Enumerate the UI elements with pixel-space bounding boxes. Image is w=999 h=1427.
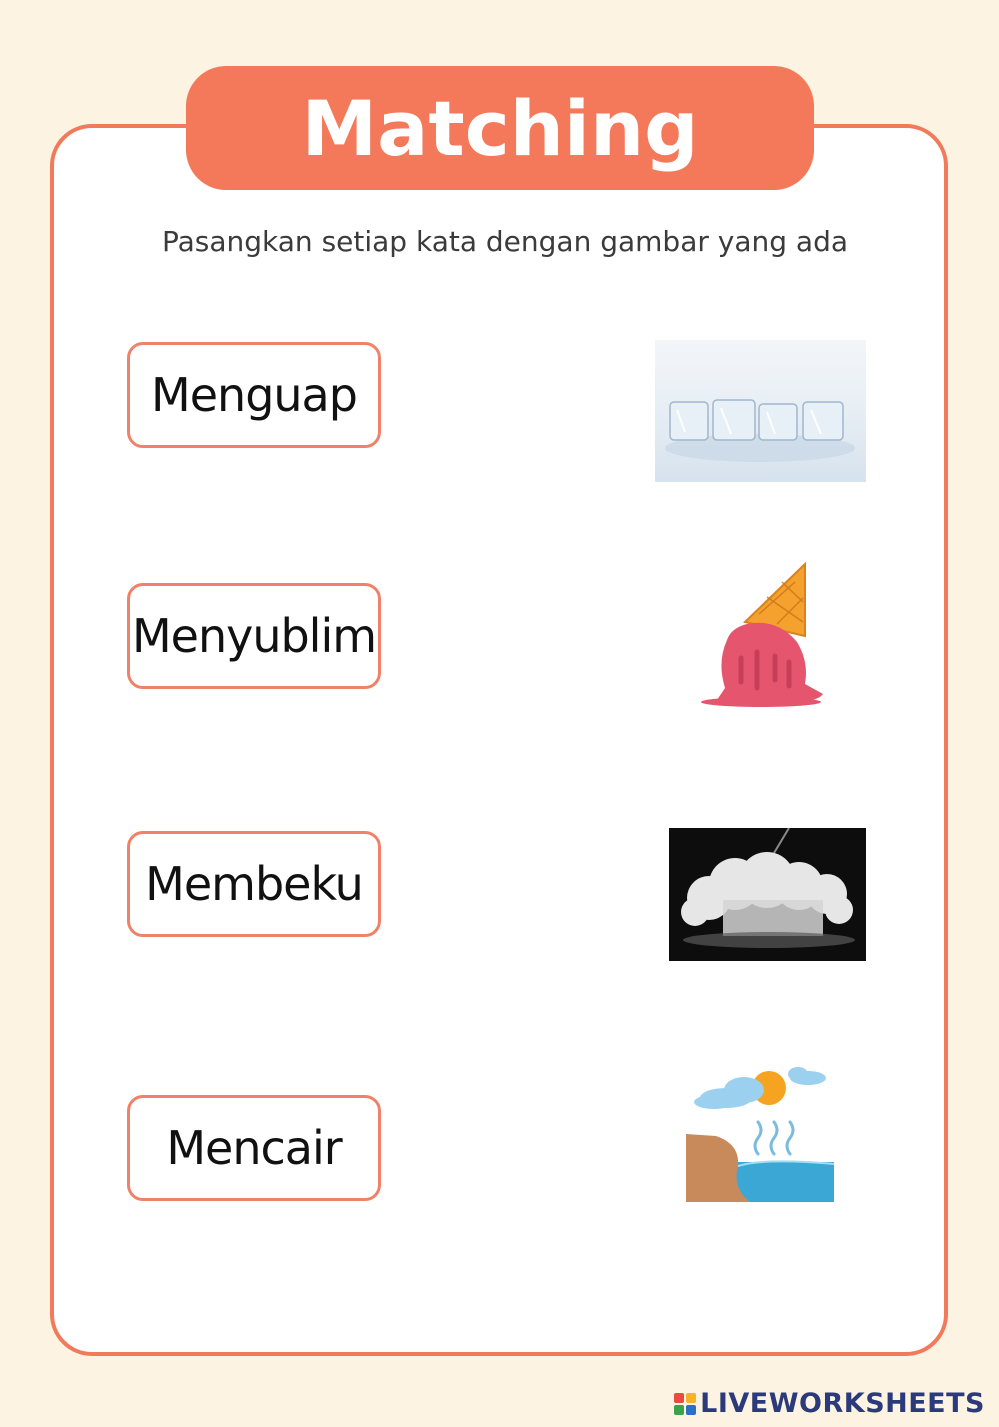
- word-box-menyublim[interactable]: [127, 583, 381, 689]
- word-label: Menguap: [151, 368, 357, 422]
- dry-ice-smoke-image[interactable]: [669, 828, 866, 961]
- page-title: Matching: [301, 83, 699, 173]
- word-box-mencair[interactable]: [127, 1095, 381, 1201]
- word-label: Membeku: [145, 857, 363, 911]
- word-label: Mencair: [166, 1121, 342, 1175]
- melting-ice-cream-image[interactable]: [697, 562, 825, 708]
- liveworksheets-mark-icon: [674, 1393, 696, 1415]
- word-box-menguap[interactable]: [127, 342, 381, 448]
- ice-cubes-image[interactable]: [655, 340, 866, 482]
- evaporation-sea-image[interactable]: [686, 1066, 834, 1202]
- title-banner: [186, 66, 814, 190]
- word-box-membeku[interactable]: [127, 831, 381, 937]
- instruction-text: Pasangkan setiap kata dengan gambar yang ada: [161, 225, 848, 258]
- footer-text: LIVEWORKSHEETS: [700, 1388, 985, 1419]
- word-label: Menyublim: [131, 609, 377, 663]
- liveworksheets-logo: [674, 1388, 985, 1419]
